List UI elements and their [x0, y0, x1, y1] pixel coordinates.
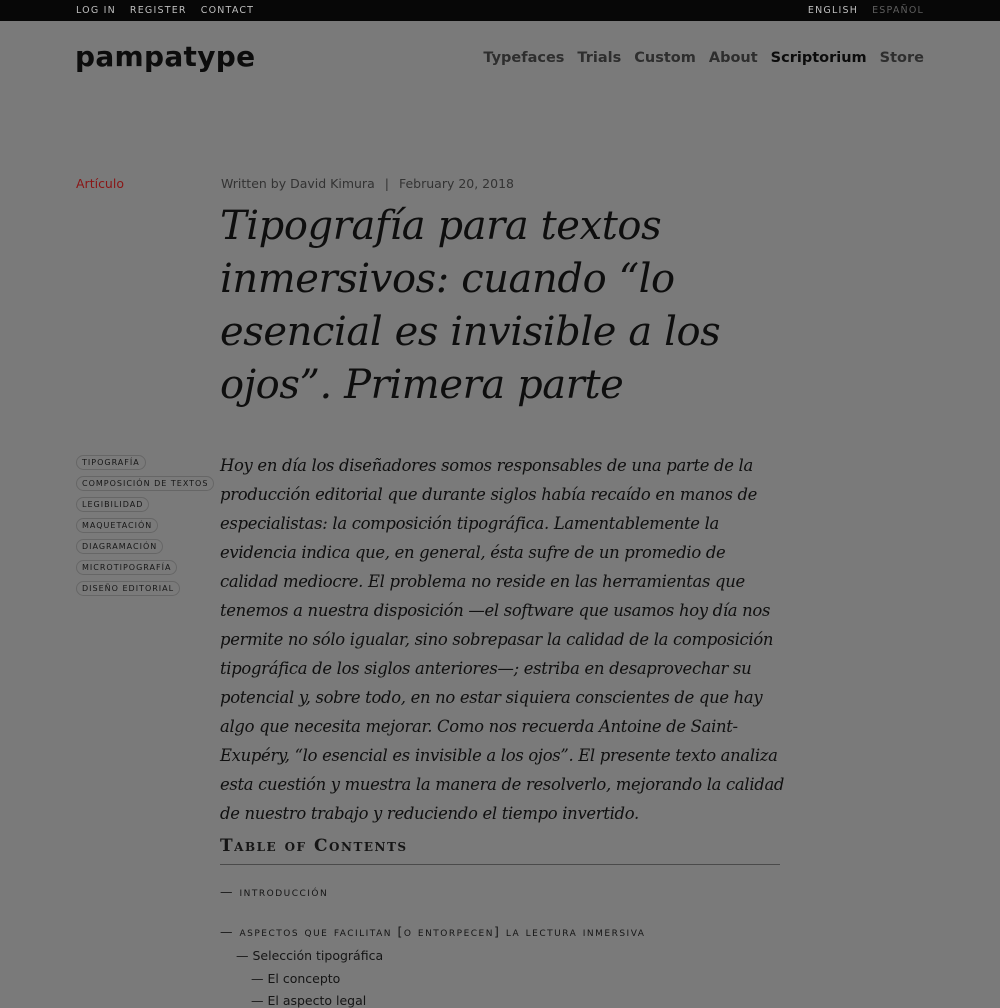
tag-item[interactable]: COMPOSICIÓN DE TEXTOS: [76, 476, 214, 491]
toc-section-introduccion[interactable]: — introducción: [220, 884, 329, 899]
toc-section-aspectos[interactable]: — aspectos que facilitan [o entorpecen] la lectura inmersiva: [220, 924, 646, 939]
tag-item[interactable]: MAQUETACIÓN: [76, 518, 158, 533]
top-bar: [0, 0, 1000, 21]
article-meta: [221, 176, 514, 191]
article-category[interactable]: Artículo: [76, 176, 124, 191]
article-date: February 20, 2018: [398, 176, 514, 191]
language-english[interactable]: ENGLISH: [807, 5, 859, 16]
article-author: Written by David Kimura: [221, 176, 375, 191]
tag-item[interactable]: TIPOGRAFÍA: [76, 455, 146, 470]
login-link[interactable]: LOG IN: [76, 5, 116, 16]
tag-item[interactable]: DIAGRAMACIÓN: [76, 539, 163, 554]
main-nav: [483, 50, 924, 66]
tag-item[interactable]: LEGIBILIDAD: [76, 497, 149, 512]
toc-subsection-seleccion[interactable]: — Selección tipográfica: [236, 948, 384, 963]
toc-subsection-concepto[interactable]: — El concepto: [251, 971, 341, 986]
nav-scriptorium[interactable]: Scriptorium: [770, 50, 867, 66]
meta-separator: |: [384, 176, 389, 191]
nav-store[interactable]: Store: [879, 50, 924, 66]
contact-link[interactable]: CONTACT: [200, 5, 255, 16]
account-links: [76, 5, 254, 16]
nav-custom[interactable]: Custom: [634, 50, 696, 66]
language-espanol[interactable]: ESPAÑOL: [872, 5, 924, 16]
toc-heading: Table of Contents: [220, 836, 780, 865]
tag-item[interactable]: DISEÑO EDITORIAL: [76, 581, 180, 596]
tag-item[interactable]: MICROTIPOGRAFÍA: [76, 560, 177, 575]
nav-about[interactable]: About: [708, 50, 758, 66]
register-link[interactable]: REGISTER: [129, 5, 187, 16]
logo[interactable]: pampatype: [75, 40, 256, 73]
toc-subsection-aspecto-legal[interactable]: — El aspecto legal: [251, 993, 367, 1008]
nav-typefaces[interactable]: Typefaces: [483, 50, 565, 66]
article-title: Tipografía para textos inmersivos: cuando “lo esencial es invisible a los ojos”. Primera parte: [220, 203, 721, 408]
language-switcher: [808, 5, 924, 16]
nav-trials[interactable]: Trials: [577, 50, 622, 66]
article-intro: Hoy en día los diseñadores somos responsables de una parte de la producción editorial que durante siglos había recaído en manos de especialistas: la composición tipográfica. Lamentablemente la evidencia indica que, en general, ésta sufre de un promedio de calidad mediocre. El problema no reside en las herramientas que tenemos a nuestra disposición —el software que usamos hoy día nos permite no sólo igualar, sino sobrepasar la calidad de la composición tipográfica de los siglos anteriores—; estriba en desaprovechar su potencial y, sobre todo, en no estar siquiera conscientes de que hay algo que necesita mejorar. Como nos recuerda Antoine de Saint-Exupéry, “lo esencial es invisible a los ojos”. El presente texto analiza esta cuestión y muestra la manera de resolverlo, mejorando la calidad de nuestro trabajo y reduciendo el tiempo invertido.: [220, 456, 785, 823]
tag-list: [76, 455, 214, 596]
